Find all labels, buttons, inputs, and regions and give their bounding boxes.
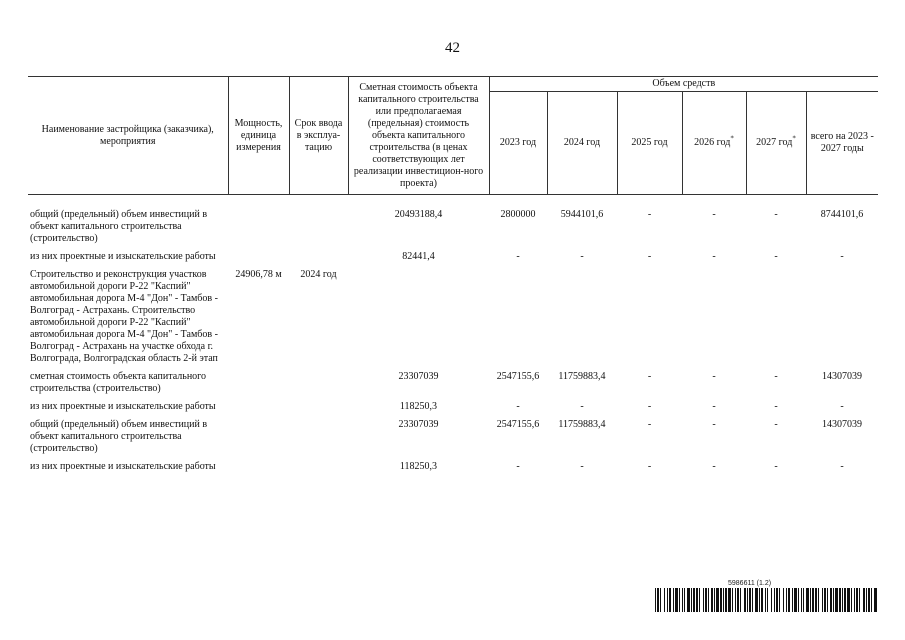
row-2025 xyxy=(617,269,682,371)
table-row xyxy=(28,269,878,371)
barcode-bar xyxy=(720,588,722,612)
row-2027: - xyxy=(774,371,778,382)
table-row xyxy=(28,371,878,401)
row-2025: - xyxy=(647,371,652,382)
header-year-2023: 2023 год xyxy=(489,92,547,195)
barcode-bar xyxy=(788,588,790,612)
header-total: всего на 2023 - 2027 годы xyxy=(806,92,878,195)
barcode-bar xyxy=(833,588,834,612)
barcode-bar xyxy=(854,588,855,612)
barcode-bar xyxy=(767,588,768,612)
barcode-bar xyxy=(691,588,692,612)
barcode-bar xyxy=(725,588,727,612)
barcode-bar xyxy=(783,588,784,612)
barcode-bar xyxy=(851,588,852,612)
row-term xyxy=(289,209,348,251)
header-capacity: Мощность, единица измерения xyxy=(228,77,289,195)
row-name: сметная стоимость объекта капитального строительства (строительство) xyxy=(30,371,207,394)
row-2025: - xyxy=(647,419,652,430)
barcode-bar xyxy=(774,588,775,612)
barcode-bar xyxy=(737,588,739,612)
header-year-2024: 2024 год xyxy=(547,92,617,195)
barcode-bar xyxy=(874,588,877,612)
barcode-bar xyxy=(682,588,683,612)
table-row xyxy=(28,251,878,269)
row-2026: - xyxy=(712,401,716,412)
barcode-bar xyxy=(798,588,799,612)
row-2025: - xyxy=(647,461,652,472)
row-capacity xyxy=(228,401,289,419)
row-2027: - xyxy=(774,251,778,262)
barcode-bar xyxy=(711,588,713,612)
row-2024: - xyxy=(580,461,584,472)
barcode-bar xyxy=(776,588,778,612)
row-name: из них проектные и изыскательские работы xyxy=(30,401,216,412)
barcode-bar xyxy=(687,588,690,612)
row-2026: - xyxy=(712,419,716,430)
barcode-bar xyxy=(669,588,671,612)
header-year-2026: 2026 год* xyxy=(682,92,746,195)
barcode-bar xyxy=(847,588,850,612)
barcode-bar xyxy=(859,588,860,612)
barcode-bar xyxy=(755,588,758,612)
barcode-bar xyxy=(655,588,656,612)
header-cost: Сметная стоимость объекта капитального строительства или предполагаемая (предельная) стоимость объекта капитального строительства (в ценах соответствующих лет реализации инвестицион-ного проекта) xyxy=(348,77,489,195)
page-number: 42 xyxy=(445,40,460,56)
barcode-bar xyxy=(868,588,870,612)
barcode-bar xyxy=(765,588,766,612)
row-2026 xyxy=(682,269,746,371)
row-name: общий (предельный) объем инвестиций в объект капитального строительства (строительство) xyxy=(30,209,208,244)
row-2023: - xyxy=(516,461,520,472)
barcode-bar xyxy=(792,588,793,612)
barcode-bar xyxy=(803,588,804,612)
row-2027: - xyxy=(774,209,778,220)
header-volume: Объем средств xyxy=(489,77,878,92)
row-total: - xyxy=(840,251,844,262)
barcode-bar xyxy=(699,588,700,612)
barcode-bar xyxy=(863,588,865,612)
row-cost: 118250,3 xyxy=(399,401,438,412)
barcode-bar xyxy=(673,588,674,612)
barcode-bar xyxy=(675,588,678,612)
barcode-bar xyxy=(801,588,802,612)
row-cost: 23307039 xyxy=(398,419,439,430)
row-cost: 23307039 xyxy=(398,371,439,382)
barcode-bar xyxy=(749,588,751,612)
header-year-2025: 2025 год xyxy=(617,92,682,195)
barcode-bar xyxy=(856,588,858,612)
row-2026: - xyxy=(712,251,716,262)
row-2024: 11759883,4 xyxy=(558,371,606,382)
barcode-bar xyxy=(716,588,719,612)
row-2026: - xyxy=(712,461,716,472)
row-2027: - xyxy=(774,419,778,430)
row-name: из них проектные и изыскательские работы xyxy=(30,251,216,262)
row-term xyxy=(289,401,348,419)
barcode-bar xyxy=(744,588,746,612)
barcode-bar xyxy=(815,588,817,612)
barcode-bar xyxy=(703,588,704,612)
row-2025: - xyxy=(647,209,652,220)
row-term xyxy=(289,371,348,401)
row-2027 xyxy=(746,269,806,371)
row-2024: - xyxy=(580,401,584,412)
row-2024 xyxy=(547,269,617,371)
row-2026: - xyxy=(712,371,716,382)
row-name: из них проектные и изыскательские работы xyxy=(30,461,216,472)
row-term xyxy=(289,251,348,269)
table-row xyxy=(28,419,878,461)
row-2025: - xyxy=(647,401,652,412)
header-term: Срок ввода в эксплуа-тацию xyxy=(289,77,348,195)
barcode-bar xyxy=(660,588,661,612)
row-term: 2024 год xyxy=(300,269,337,280)
barcode-bar xyxy=(664,588,665,612)
barcode-label: 5986611 (1.2) xyxy=(728,580,772,587)
row-capacity xyxy=(228,251,289,269)
table-row xyxy=(28,401,878,419)
row-2024: 5944101,6 xyxy=(560,209,604,220)
barcode-bar xyxy=(771,588,772,612)
barcode xyxy=(655,588,877,612)
row-total: 14307039 xyxy=(822,419,863,430)
barcode-bar xyxy=(679,588,680,612)
row-name: Строительство и реконструкция участков автомобильной дороги Р-22 "Каспий" автомобильная дорога М-4 "Дон" - Тамбов - Волгоград - Астрахань. Строительство автомобильной дороги Р-22 "Каспий" автомобильная дорога М-4 "Дон" - Тамбов - Волгоград - Астрахань на участке обхода г. Волгограда, Волгоградская область 2-й этап xyxy=(30,269,218,364)
barcode-bar xyxy=(866,588,867,612)
row-total: 8744101,6 xyxy=(820,209,864,220)
barcode-bar xyxy=(822,588,823,612)
barcode-bar xyxy=(871,588,872,612)
row-2024: 11759883,4 xyxy=(558,419,606,430)
row-2023: 2547155,6 xyxy=(496,371,540,382)
barcode-bar xyxy=(657,588,659,612)
barcode-bar xyxy=(667,588,668,612)
row-term xyxy=(289,461,348,479)
investment-table xyxy=(28,76,878,479)
row-2026: - xyxy=(712,209,716,220)
barcode-bar xyxy=(824,588,826,612)
row-cost: 82441,4 xyxy=(402,251,435,262)
barcode-bar xyxy=(844,588,846,612)
barcode-bar xyxy=(818,588,819,612)
row-cost: 20493188,4 xyxy=(394,209,443,220)
barcode-bar xyxy=(794,588,797,612)
row-capacity xyxy=(228,209,289,251)
row-2023: - xyxy=(516,401,520,412)
row-total: - xyxy=(840,461,844,472)
barcode-bar xyxy=(761,588,763,612)
barcode-bar xyxy=(812,588,814,612)
row-2027: - xyxy=(774,401,778,412)
barcode-bar xyxy=(723,588,724,612)
barcode-bar xyxy=(779,588,780,612)
barcode-bar xyxy=(684,588,685,612)
barcode-bar xyxy=(759,588,760,612)
barcode-bar xyxy=(810,588,811,612)
barcode-bar xyxy=(705,588,707,612)
row-2023 xyxy=(489,269,547,371)
row-capacity xyxy=(228,461,289,479)
barcode-bar xyxy=(842,588,843,612)
row-name: общий (предельный) объем инвестиций в объект капитального строительства (строительство) xyxy=(30,419,208,454)
row-2023: 2547155,6 xyxy=(496,419,540,430)
barcode-bar xyxy=(735,588,736,612)
barcode-bar xyxy=(693,588,695,612)
row-2023: - xyxy=(516,251,520,262)
row-total: 14307039 xyxy=(822,371,863,382)
table-row xyxy=(28,461,878,479)
barcode-bar xyxy=(708,588,709,612)
row-2023: 2800000 xyxy=(500,209,536,220)
row-cost: 118250,3 xyxy=(399,461,438,472)
footnote-star: * xyxy=(730,134,734,143)
barcode-bar xyxy=(740,588,741,612)
row-2025: - xyxy=(647,251,652,262)
barcode-bar xyxy=(747,588,748,612)
barcode-bar xyxy=(827,588,828,612)
row-capacity: 24906,78 м xyxy=(235,269,282,280)
row-2024: - xyxy=(580,251,584,262)
barcode-bar xyxy=(752,588,753,612)
row-capacity xyxy=(228,419,289,461)
row-total: - xyxy=(840,401,844,412)
row-cost xyxy=(348,269,489,371)
barcode-bar xyxy=(728,588,731,612)
barcode-bar xyxy=(830,588,832,612)
header-name: Наименование застройщика (заказчика), мероприятия xyxy=(28,77,228,195)
barcode-bar xyxy=(714,588,715,612)
barcode-bar xyxy=(732,588,733,612)
barcode-bar xyxy=(806,588,809,612)
row-total xyxy=(806,269,878,371)
row-term xyxy=(289,419,348,461)
barcode-bar xyxy=(835,588,838,612)
row-2027: - xyxy=(774,461,778,472)
barcode-bar xyxy=(696,588,698,612)
table-row xyxy=(28,209,878,251)
footnote-star: * xyxy=(792,134,796,143)
row-capacity xyxy=(228,371,289,401)
barcode-bar xyxy=(839,588,841,612)
header-year-2027: 2027 год* xyxy=(746,92,806,195)
barcode-bar xyxy=(786,588,787,612)
